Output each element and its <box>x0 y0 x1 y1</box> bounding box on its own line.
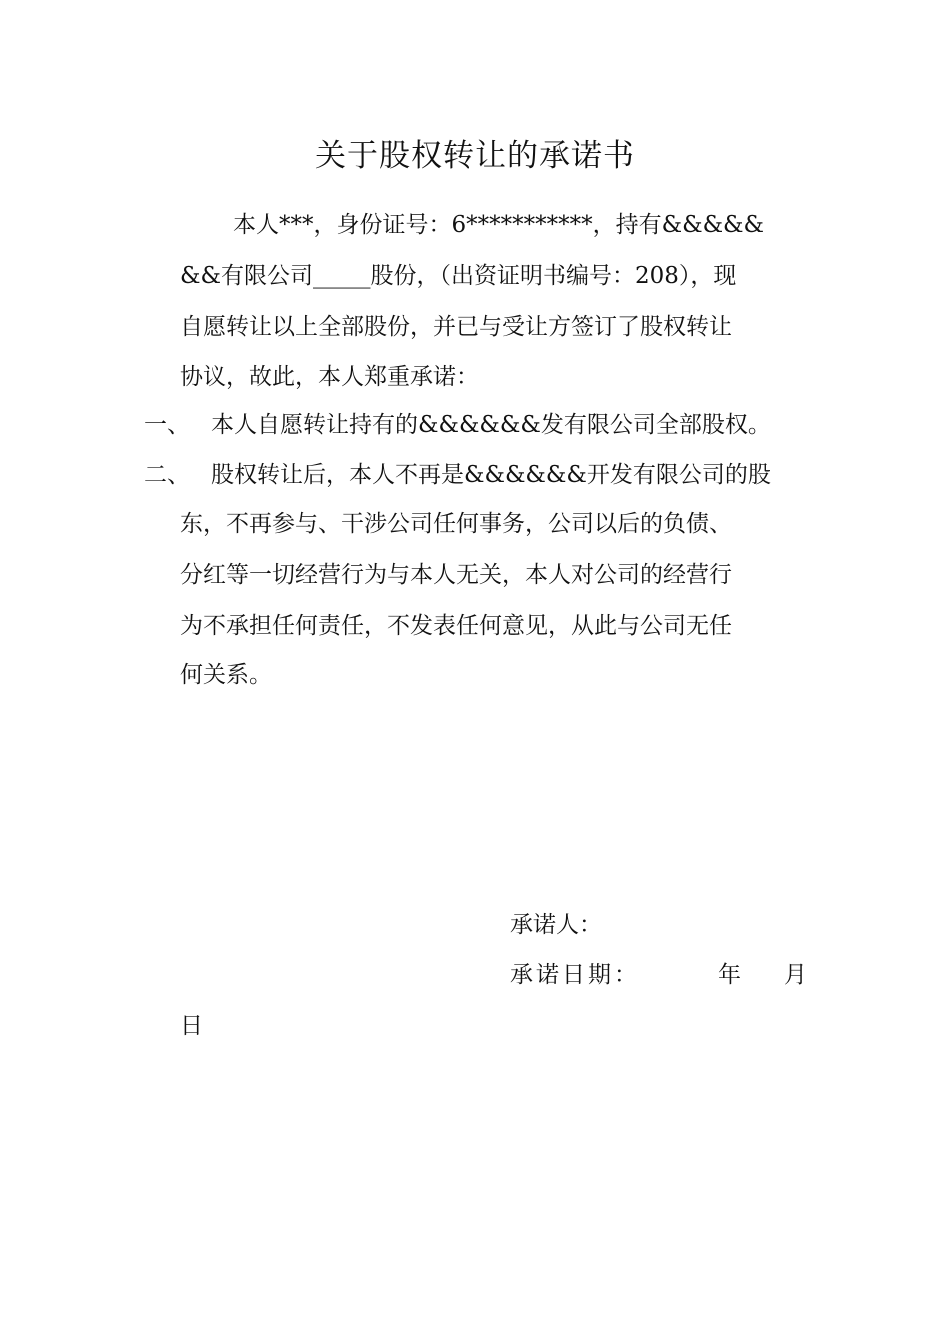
list-item-marker: 二、 <box>144 462 190 488</box>
pledger-label: 承诺人： <box>510 912 602 938</box>
list-item-text: 为不承担任何责任，不发表任何意见，从此与公司无任 <box>180 613 732 639</box>
intro-line: 本人***，身份证号：6***********，持有&&&&& <box>233 212 764 238</box>
month-label: 月 <box>784 962 807 988</box>
intro-line: 协议，故此，本人郑重承诺： <box>180 364 479 390</box>
intro-line: 自愿转让以上全部股份，并已与受让方签订了股权转让 <box>180 314 732 340</box>
page-title: 关于股权转让的承诺书 <box>315 138 635 174</box>
list-item-marker: 一、 <box>144 412 190 438</box>
list-item-text: 东，不再参与、干涉公司任何事务，公司以后的负债、 <box>180 511 732 537</box>
date-label: 承诺日期： <box>510 962 640 988</box>
list-item-text: 何关系。 <box>180 662 272 688</box>
day-label: 日 <box>180 1013 203 1039</box>
intro-line: &&有限公司_____股份，（出资证明书编号：208），现 <box>180 263 737 289</box>
year-label: 年 <box>718 962 741 988</box>
list-item-text: 股权转让后，本人不再是&&&&&&开发有限公司的股 <box>211 462 771 488</box>
list-item-text: 本人自愿转让持有的&&&&&&发有限公司全部股权。 <box>211 412 771 438</box>
list-item-text: 分红等一切经营行为与本人无关，本人对公司的经营行 <box>180 562 732 588</box>
